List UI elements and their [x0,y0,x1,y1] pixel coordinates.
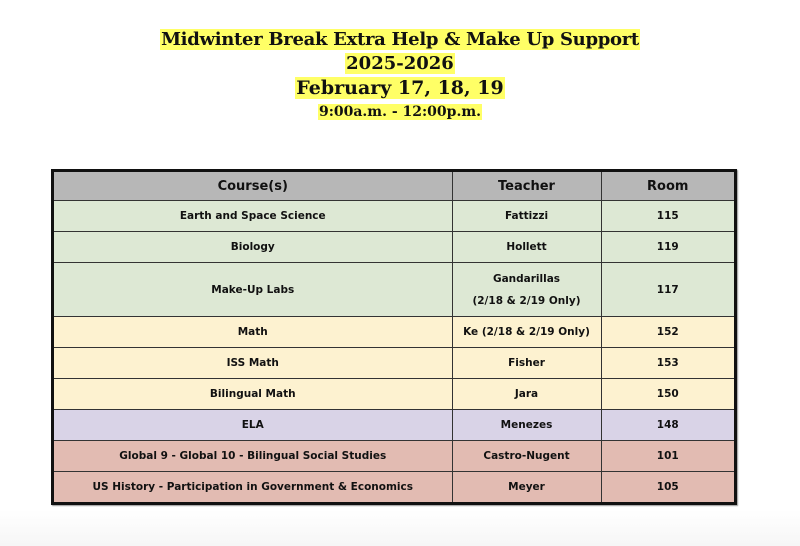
room-cell: 101 [601,441,734,472]
event-time: 9:00a.m. - 12:00p.m. [318,104,482,120]
room-cell: 119 [601,232,734,263]
course-cell: Make-Up Labs [54,263,452,317]
table-row [54,232,734,263]
title-line [0,28,800,52]
room-cell: 148 [601,410,734,441]
room-cell: 152 [601,317,734,348]
room-cell: 105 [601,472,734,503]
teacher-cell: Fisher [452,348,601,379]
teacher-note: (2/18 & 2/19 Only) [472,294,581,307]
table-row [54,317,734,348]
column-header-course: Course(s) [54,172,452,201]
teacher-cell: Castro-Nugent [452,441,601,472]
table-row [54,263,734,317]
room-cell: 150 [601,379,734,410]
teacher-cell: Hollett [452,232,601,263]
schedule-table-container [51,169,737,505]
table-row [54,441,734,472]
title-line [0,102,800,123]
course-cell: ELA [54,410,452,441]
course-cell: Math [54,317,452,348]
teacher-name: Gandarillas [492,272,561,285]
title-line [0,52,800,76]
teacher-cell: Meyer [452,472,601,503]
teacher-cell: Fattizzi [452,201,601,232]
event-dates: February 17, 18, 19 [296,77,504,99]
column-header-room: Room [601,172,734,201]
table-row [54,472,734,503]
teacher-cell: Ke (2/18 & 2/19 Only) [452,317,601,348]
title-block [0,28,800,123]
table-row [54,379,734,410]
room-cell: 115 [601,201,734,232]
course-cell: Biology [54,232,452,263]
room-cell: 117 [601,263,734,317]
course-cell: ISS Math [54,348,452,379]
table-row [54,410,734,441]
table-header-row [54,172,734,201]
teacher-cell [452,263,601,317]
course-cell: Bilingual Math [54,379,452,410]
teacher-cell: Menezes [452,410,601,441]
course-cell: US History - Participation in Government & Economics [54,472,452,503]
course-cell: Earth and Space Science [54,201,452,232]
table-row [54,348,734,379]
room-cell: 153 [601,348,734,379]
schedule-table [54,172,734,502]
table-row [54,201,734,232]
page-title: Midwinter Break Extra Help & Make Up Support [161,29,639,50]
title-line [0,76,800,101]
course-cell: Global 9 - Global 10 - Bilingual Social Studies [54,441,452,472]
school-year: 2025-2026 [346,53,454,74]
teacher-cell: Jara [452,379,601,410]
column-header-teacher: Teacher [452,172,601,201]
